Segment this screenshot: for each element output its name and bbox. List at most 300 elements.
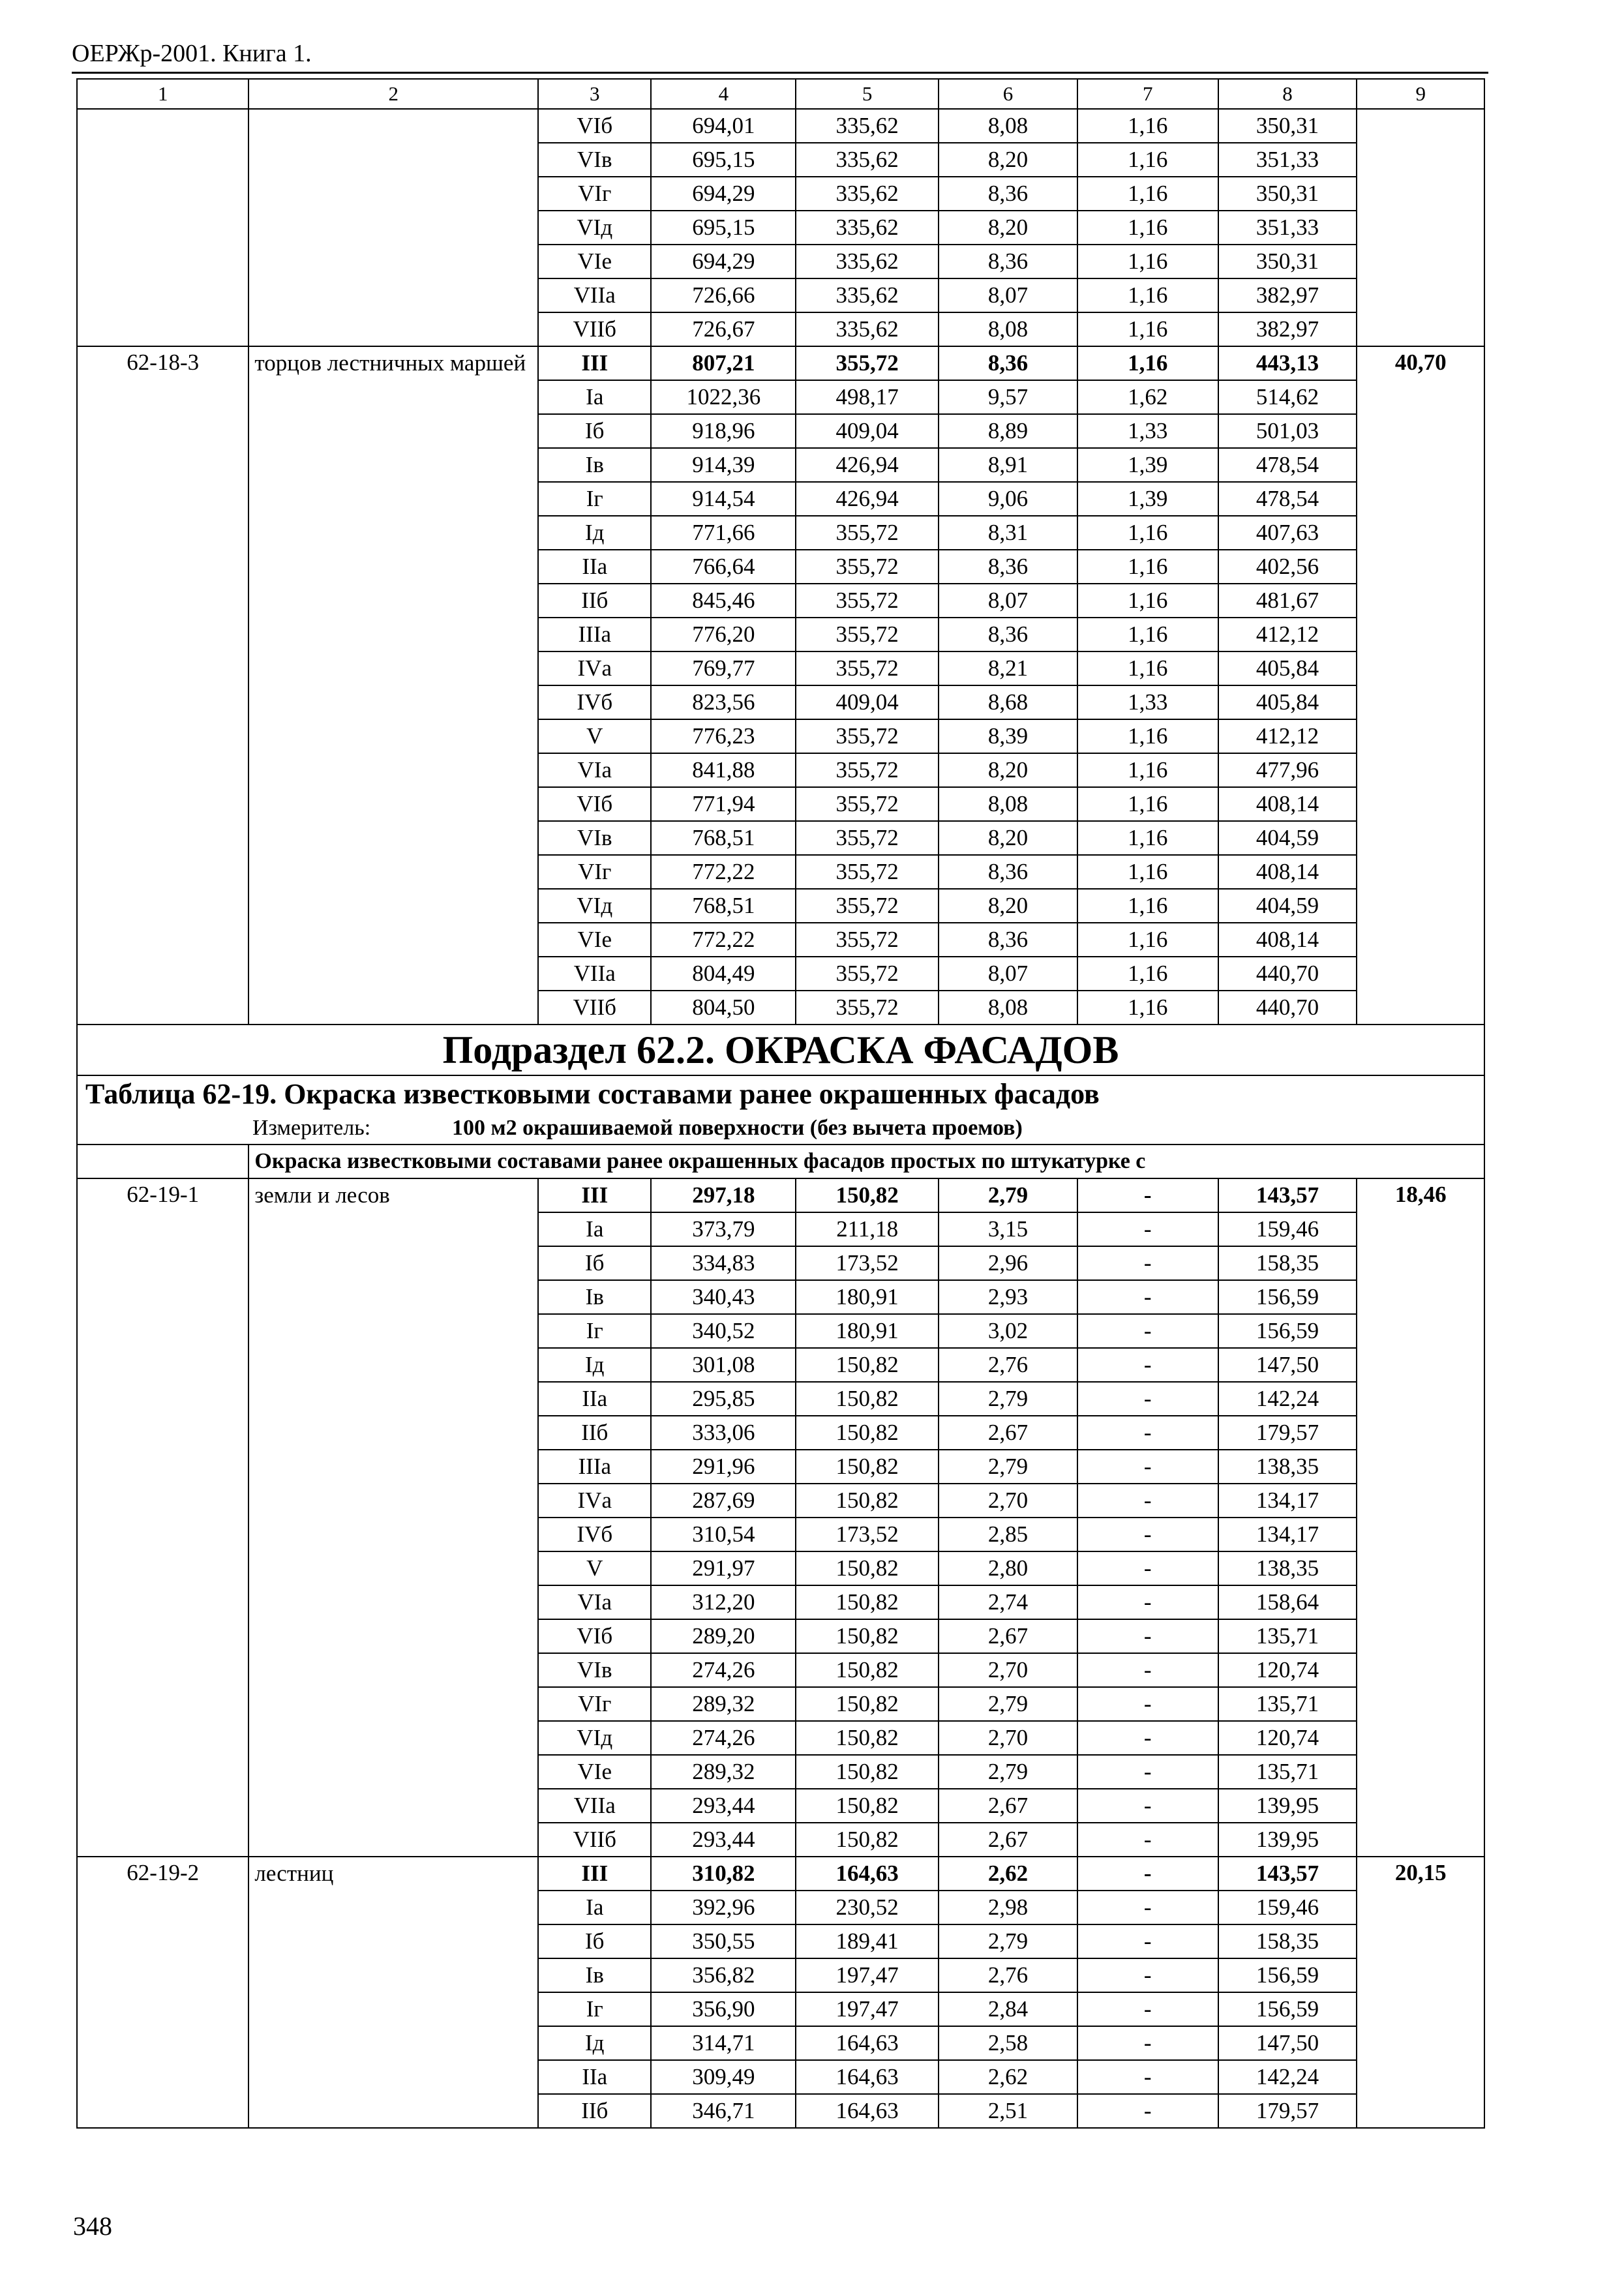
cell-value: 150,82 xyxy=(796,1416,939,1450)
cell-value: 695,15 xyxy=(651,143,796,177)
cell-value: 350,31 xyxy=(1218,177,1357,211)
cell-value: 350,31 xyxy=(1218,245,1357,278)
cell-value: 481,67 xyxy=(1218,584,1357,618)
cell-value: - xyxy=(1077,1823,1218,1857)
cell-value: 404,59 xyxy=(1218,821,1357,855)
cell-value: 2,76 xyxy=(939,1348,1077,1382)
cell-value: VIе xyxy=(538,1755,651,1789)
cell-value: 8,21 xyxy=(939,651,1077,685)
cell-value: 823,56 xyxy=(651,685,796,719)
cell-value: VIд xyxy=(538,1721,651,1755)
cell-value: - xyxy=(1077,1687,1218,1721)
cell-value: 351,33 xyxy=(1218,211,1357,245)
rate-code: 62-19-2 xyxy=(77,1857,248,2128)
cell-value: 1,16 xyxy=(1077,109,1218,143)
cell-value: 695,15 xyxy=(651,211,796,245)
cell-value: IIIа xyxy=(538,618,651,651)
cell-value: 355,72 xyxy=(796,618,939,651)
cell-value: 150,82 xyxy=(796,1348,939,1382)
cell-value: VIб xyxy=(538,787,651,821)
cell-value: 477,96 xyxy=(1218,753,1357,787)
cell-value: 143,57 xyxy=(1218,1178,1357,1212)
cell-value: VIг xyxy=(538,1687,651,1721)
cell-value: 156,59 xyxy=(1218,1992,1357,2026)
cell-value: 8,68 xyxy=(939,685,1077,719)
cell-value: 355,72 xyxy=(796,753,939,787)
cell-value: 2,70 xyxy=(939,1721,1077,1755)
cell-value: 8,07 xyxy=(939,278,1077,312)
cell-value: 211,18 xyxy=(796,1212,939,1246)
cell-value: 356,82 xyxy=(651,1958,796,1992)
cell-value: 150,82 xyxy=(796,1382,939,1416)
cell-value: 355,72 xyxy=(796,889,939,923)
cell-value: 8,36 xyxy=(939,855,1077,889)
cell-value: 8,20 xyxy=(939,211,1077,245)
cell-value: VIе xyxy=(538,923,651,957)
cell-value: - xyxy=(1077,1653,1218,1687)
cell-value: 841,88 xyxy=(651,753,796,787)
cell-value: Iд xyxy=(538,2026,651,2060)
cell-value: 179,57 xyxy=(1218,1416,1357,1450)
cell-value: 726,67 xyxy=(651,312,796,346)
cell-value: 150,82 xyxy=(796,1619,939,1653)
cell-value: - xyxy=(1077,1857,1218,1891)
cell-value: 2,79 xyxy=(939,1755,1077,1789)
cell-value: 1,16 xyxy=(1077,584,1218,618)
cell-value: 3,15 xyxy=(939,1212,1077,1246)
cell-value: IVа xyxy=(538,651,651,685)
cell-value: 2,62 xyxy=(939,2060,1077,2094)
cell-value: VIIа xyxy=(538,1789,651,1823)
cell-value: 158,35 xyxy=(1218,1246,1357,1280)
cell-value: Iг xyxy=(538,1992,651,2026)
cell-value: 2,70 xyxy=(939,1484,1077,1518)
cell-value: 771,94 xyxy=(651,787,796,821)
cell-value: 392,96 xyxy=(651,1891,796,1924)
cell-value: 8,07 xyxy=(939,584,1077,618)
cell-value: 373,79 xyxy=(651,1212,796,1246)
cell-value: - xyxy=(1077,1992,1218,2026)
cell-value: 776,23 xyxy=(651,719,796,753)
cell-value: 8,08 xyxy=(939,787,1077,821)
cell-value: 1,39 xyxy=(1077,448,1218,482)
cell-value: 2,67 xyxy=(939,1619,1077,1653)
cell-value: Iд xyxy=(538,516,651,550)
cell-value: - xyxy=(1077,1619,1218,1653)
cell-value: 150,82 xyxy=(796,1789,939,1823)
cell-value: 768,51 xyxy=(651,821,796,855)
column-number: 9 xyxy=(1357,79,1484,109)
cell-value: 2,51 xyxy=(939,2094,1077,2128)
cell-value: 274,26 xyxy=(651,1721,796,1755)
cell-value: Iв xyxy=(538,448,651,482)
cell-value: 8,20 xyxy=(939,143,1077,177)
cell-value: 8,20 xyxy=(939,889,1077,923)
cell-value: 355,72 xyxy=(796,821,939,855)
cell-value: 1,16 xyxy=(1077,312,1218,346)
column-number: 6 xyxy=(939,79,1077,109)
cell-value: Iд xyxy=(538,1348,651,1382)
cell-value: 440,70 xyxy=(1218,957,1357,991)
cell-value: Iв xyxy=(538,1280,651,1314)
cell-value: 289,32 xyxy=(651,1755,796,1789)
cell-value: 2,96 xyxy=(939,1246,1077,1280)
cell-value: 8,36 xyxy=(939,177,1077,211)
cell-value: 514,62 xyxy=(1218,380,1357,414)
cell-value: 147,50 xyxy=(1218,1348,1357,1382)
cell-value: - xyxy=(1077,1212,1218,1246)
cell-value: 335,62 xyxy=(796,143,939,177)
cell-value: 2,93 xyxy=(939,1280,1077,1314)
cell-value: 2,67 xyxy=(939,1789,1077,1823)
cell-value: 355,72 xyxy=(796,651,939,685)
cell-value: VIIб xyxy=(538,991,651,1025)
cell-value: 197,47 xyxy=(796,1958,939,1992)
cell-value: Iб xyxy=(538,1924,651,1958)
cell-value: - xyxy=(1077,1721,1218,1755)
cell-value: 918,96 xyxy=(651,414,796,448)
cell-value: 8,08 xyxy=(939,991,1077,1025)
cell-value: 766,64 xyxy=(651,550,796,584)
cell-value: 355,72 xyxy=(796,855,939,889)
cell-value: 156,59 xyxy=(1218,1280,1357,1314)
cell-value: 1,16 xyxy=(1077,618,1218,651)
cell-value: 1,16 xyxy=(1077,991,1218,1025)
rate-code xyxy=(77,109,248,346)
cell-value: III xyxy=(538,1178,651,1212)
cell-value: 1,16 xyxy=(1077,753,1218,787)
cell-value: 3,02 xyxy=(939,1314,1077,1348)
cell-value: 289,20 xyxy=(651,1619,796,1653)
cell-value: 1022,36 xyxy=(651,380,796,414)
cell-value: 1,16 xyxy=(1077,855,1218,889)
table-row xyxy=(77,346,1484,380)
cell-value: 350,31 xyxy=(1218,109,1357,143)
cell-value: 335,62 xyxy=(796,177,939,211)
cell-value: 134,17 xyxy=(1218,1518,1357,1551)
cell-value: - xyxy=(1077,1958,1218,1992)
cell-value: 143,57 xyxy=(1218,1857,1357,1891)
cell-value: 150,82 xyxy=(796,1721,939,1755)
cell-value: 804,50 xyxy=(651,991,796,1025)
cell-value: VIг xyxy=(538,855,651,889)
cell-value: - xyxy=(1077,2026,1218,2060)
cell-value: 120,74 xyxy=(1218,1653,1357,1687)
cell-value: VIа xyxy=(538,1585,651,1619)
column-number-row xyxy=(77,79,1484,109)
cell-value: 289,32 xyxy=(651,1687,796,1721)
cell-value: 2,98 xyxy=(939,1891,1077,1924)
cell-value: IVа xyxy=(538,1484,651,1518)
column-number: 8 xyxy=(1218,79,1357,109)
cell-value: - xyxy=(1077,1314,1218,1348)
cell-value: 478,54 xyxy=(1218,448,1357,482)
cell-value: 164,63 xyxy=(796,2094,939,2128)
cell-value: - xyxy=(1077,1280,1218,1314)
cell-value: 1,16 xyxy=(1077,245,1218,278)
cell-value: 150,82 xyxy=(796,1585,939,1619)
cell-value: 2,79 xyxy=(939,1924,1077,1958)
subsection-row xyxy=(77,1025,1484,1075)
cell-value: 159,46 xyxy=(1218,1212,1357,1246)
cell-value: IIб xyxy=(538,584,651,618)
cell-value: 164,63 xyxy=(796,2060,939,2094)
cell-value: 2,62 xyxy=(939,1857,1077,1891)
ref-value: 20,15 xyxy=(1357,1857,1484,2128)
cell-value: 142,24 xyxy=(1218,1382,1357,1416)
cell-value: VIIб xyxy=(538,1823,651,1857)
table-row xyxy=(77,109,1484,143)
cell-value: III xyxy=(538,1857,651,1891)
cell-value: 139,95 xyxy=(1218,1789,1357,1823)
cell-value: 335,62 xyxy=(796,109,939,143)
measure-cell xyxy=(77,1113,1484,1144)
cell-value: - xyxy=(1077,2094,1218,2128)
cell-value: 179,57 xyxy=(1218,2094,1357,2128)
cell-value: 150,82 xyxy=(796,1178,939,1212)
cell-value: 310,54 xyxy=(651,1518,796,1551)
cell-value: 804,49 xyxy=(651,957,796,991)
cell-value: VIг xyxy=(538,177,651,211)
cell-value: 147,50 xyxy=(1218,2026,1357,2060)
cell-value: 845,46 xyxy=(651,584,796,618)
cell-value: 291,96 xyxy=(651,1450,796,1484)
cell-value: 8,20 xyxy=(939,753,1077,787)
cell-value: 8,36 xyxy=(939,245,1077,278)
cell-value: 1,16 xyxy=(1077,821,1218,855)
column-number: 3 xyxy=(538,79,651,109)
cell-value: 291,97 xyxy=(651,1551,796,1585)
cell-value: - xyxy=(1077,1450,1218,1484)
cell-value: 355,72 xyxy=(796,719,939,753)
work-description: земли и лесов xyxy=(248,1178,538,1857)
cell-value: 1,16 xyxy=(1077,957,1218,991)
cell-value: 1,39 xyxy=(1077,482,1218,516)
cell-value: 914,39 xyxy=(651,448,796,482)
cell-value: 426,94 xyxy=(796,482,939,516)
cell-value: VIд xyxy=(538,211,651,245)
cell-value: 1,16 xyxy=(1077,177,1218,211)
cell-value: 409,04 xyxy=(796,685,939,719)
cell-value: - xyxy=(1077,1484,1218,1518)
cell-value: 333,06 xyxy=(651,1416,796,1450)
cell-value: 407,63 xyxy=(1218,516,1357,550)
cell-value: VIе xyxy=(538,245,651,278)
cell-value: 150,82 xyxy=(796,1823,939,1857)
cell-value: 2,67 xyxy=(939,1823,1077,1857)
cell-value: 443,13 xyxy=(1218,346,1357,380)
cell-value: Iа xyxy=(538,1212,651,1246)
cell-value: 2,58 xyxy=(939,2026,1077,2060)
cell-value: 197,47 xyxy=(796,1992,939,2026)
cell-value: 189,41 xyxy=(796,1924,939,1958)
group-header-row xyxy=(77,1144,1484,1178)
cell-value: VIв xyxy=(538,143,651,177)
cell-value: - xyxy=(1077,2060,1218,2094)
cell-value: 150,82 xyxy=(796,1484,939,1518)
cell-value: 138,35 xyxy=(1218,1450,1357,1484)
cell-value: 335,62 xyxy=(796,312,939,346)
cell-value: VIд xyxy=(538,889,651,923)
document-header: ОЕРЖр-2001. Книга 1. xyxy=(72,40,312,67)
cell-value: 2,79 xyxy=(939,1687,1077,1721)
table-title-row xyxy=(77,1075,1484,1113)
cell-value: 340,43 xyxy=(651,1280,796,1314)
ref-value: 40,70 xyxy=(1357,346,1484,1025)
cell-value: 164,63 xyxy=(796,1857,939,1891)
cell-value: 8,36 xyxy=(939,346,1077,380)
cell-value: 8,36 xyxy=(939,550,1077,584)
cell-value: 694,29 xyxy=(651,245,796,278)
cell-value: 807,21 xyxy=(651,346,796,380)
cell-value: 8,36 xyxy=(939,923,1077,957)
cell-value: 312,20 xyxy=(651,1585,796,1619)
cell-value: 346,71 xyxy=(651,2094,796,2128)
cell-value: 440,70 xyxy=(1218,991,1357,1025)
cell-value: 382,97 xyxy=(1218,312,1357,346)
cell-value: 1,16 xyxy=(1077,889,1218,923)
subsection-title: Подраздел 62.2. ОКРАСКА ФАСАДОВ xyxy=(77,1025,1484,1075)
cell-value: - xyxy=(1077,1755,1218,1789)
cell-value: 295,85 xyxy=(651,1382,796,1416)
cell-value: 355,72 xyxy=(796,346,939,380)
cell-value: 150,82 xyxy=(796,1450,939,1484)
cell-value: VIа xyxy=(538,753,651,787)
cell-value: VIIа xyxy=(538,957,651,991)
cell-value: 1,16 xyxy=(1077,346,1218,380)
table-title: Таблица 62-19. Окраска известковыми составами ранее окрашенных фасадов xyxy=(77,1075,1484,1113)
cell-value: 164,63 xyxy=(796,2026,939,2060)
ref-value xyxy=(1357,109,1484,346)
cell-value: 310,82 xyxy=(651,1857,796,1891)
cell-value: 355,72 xyxy=(796,550,939,584)
cell-value: 694,01 xyxy=(651,109,796,143)
cell-value: Iб xyxy=(538,1246,651,1280)
cell-value: 173,52 xyxy=(796,1246,939,1280)
cell-value: 350,55 xyxy=(651,1924,796,1958)
cell-value: 8,08 xyxy=(939,109,1077,143)
cell-value: 355,72 xyxy=(796,787,939,821)
rate-code: 62-19-1 xyxy=(77,1178,248,1857)
cell-value: V xyxy=(538,719,651,753)
cell-value: IIIа xyxy=(538,1450,651,1484)
work-description xyxy=(248,109,538,346)
cell-value: 150,82 xyxy=(796,1551,939,1585)
cell-value: 293,44 xyxy=(651,1823,796,1857)
cell-value: 2,84 xyxy=(939,1992,1077,2026)
cell-value: 776,20 xyxy=(651,618,796,651)
cell-value: VIб xyxy=(538,1619,651,1653)
cell-value: 8,39 xyxy=(939,719,1077,753)
cell-value: IIб xyxy=(538,2094,651,2128)
cell-value: 158,64 xyxy=(1218,1585,1357,1619)
cell-value: Iа xyxy=(538,380,651,414)
work-description: лестниц xyxy=(248,1857,538,2128)
cell-value: VIIа xyxy=(538,278,651,312)
cell-value: 405,84 xyxy=(1218,685,1357,719)
cell-value: 405,84 xyxy=(1218,651,1357,685)
cell-value: VIв xyxy=(538,821,651,855)
cell-value: - xyxy=(1077,1348,1218,1382)
cell-value: 335,62 xyxy=(796,211,939,245)
cell-value: - xyxy=(1077,1246,1218,1280)
cell-value: 2,70 xyxy=(939,1653,1077,1687)
cell-value: 150,82 xyxy=(796,1687,939,1721)
cell-value: IIа xyxy=(538,1382,651,1416)
cell-value: 139,95 xyxy=(1218,1823,1357,1857)
cell-value: - xyxy=(1077,1551,1218,1585)
cell-value: 287,69 xyxy=(651,1484,796,1518)
cell-value: Iб xyxy=(538,414,651,448)
cell-value: 180,91 xyxy=(796,1280,939,1314)
cell-value: 180,91 xyxy=(796,1314,939,1348)
cell-value: 8,36 xyxy=(939,618,1077,651)
table-row xyxy=(77,1857,1484,1891)
cell-value: 335,62 xyxy=(796,278,939,312)
cell-value: 1,16 xyxy=(1077,651,1218,685)
cell-value: 8,20 xyxy=(939,821,1077,855)
column-number: 7 xyxy=(1077,79,1218,109)
cell-value: 297,18 xyxy=(651,1178,796,1212)
ref-value: 18,46 xyxy=(1357,1178,1484,1857)
cell-value: 1,62 xyxy=(1077,380,1218,414)
cell-value: Iг xyxy=(538,482,651,516)
cell-value: 1,16 xyxy=(1077,719,1218,753)
cell-value: 2,76 xyxy=(939,1958,1077,1992)
cell-value: - xyxy=(1077,1891,1218,1924)
cell-value: Iв xyxy=(538,1958,651,1992)
cell-value: 498,17 xyxy=(796,380,939,414)
cell-value: 135,71 xyxy=(1218,1687,1357,1721)
cell-value: - xyxy=(1077,1416,1218,1450)
cell-value: Iа xyxy=(538,1891,651,1924)
cell-value: 156,59 xyxy=(1218,1314,1357,1348)
cell-value: 8,08 xyxy=(939,312,1077,346)
cell-value: 173,52 xyxy=(796,1518,939,1551)
cell-value: - xyxy=(1077,1518,1218,1551)
cell-value: 1,16 xyxy=(1077,787,1218,821)
cell-value: 1,16 xyxy=(1077,211,1218,245)
column-number: 2 xyxy=(248,79,538,109)
cell-value: 301,08 xyxy=(651,1348,796,1382)
cell-value: 2,67 xyxy=(939,1416,1077,1450)
cell-value: 1,16 xyxy=(1077,516,1218,550)
cell-value: - xyxy=(1077,1585,1218,1619)
page-number: 348 xyxy=(73,2211,112,2241)
cell-value: IVб xyxy=(538,685,651,719)
work-description: торцов лестничных маршей xyxy=(248,346,538,1025)
measure-value: 100 м2 окрашиваемой поверхности (без вычета проемов) xyxy=(452,1116,1023,1140)
cell-value: 135,71 xyxy=(1218,1619,1357,1653)
cell-value: 501,03 xyxy=(1218,414,1357,448)
cell-value: IVб xyxy=(538,1518,651,1551)
cell-value: 156,59 xyxy=(1218,1958,1357,1992)
cell-value: VIIб xyxy=(538,312,651,346)
cell-value: 2,79 xyxy=(939,1382,1077,1416)
rate-code: 62-18-3 xyxy=(77,346,248,1025)
cell-value: 768,51 xyxy=(651,889,796,923)
cell-value: 1,16 xyxy=(1077,550,1218,584)
column-number: 5 xyxy=(796,79,939,109)
cell-value: 293,44 xyxy=(651,1789,796,1823)
cell-value: 404,59 xyxy=(1218,889,1357,923)
cell-value: 1,16 xyxy=(1077,923,1218,957)
cell-value: 412,12 xyxy=(1218,719,1357,753)
cell-value: 2,80 xyxy=(939,1551,1077,1585)
cell-value: 150,82 xyxy=(796,1755,939,1789)
cell-value: 2,74 xyxy=(939,1585,1077,1619)
cell-value: Iг xyxy=(538,1314,651,1348)
